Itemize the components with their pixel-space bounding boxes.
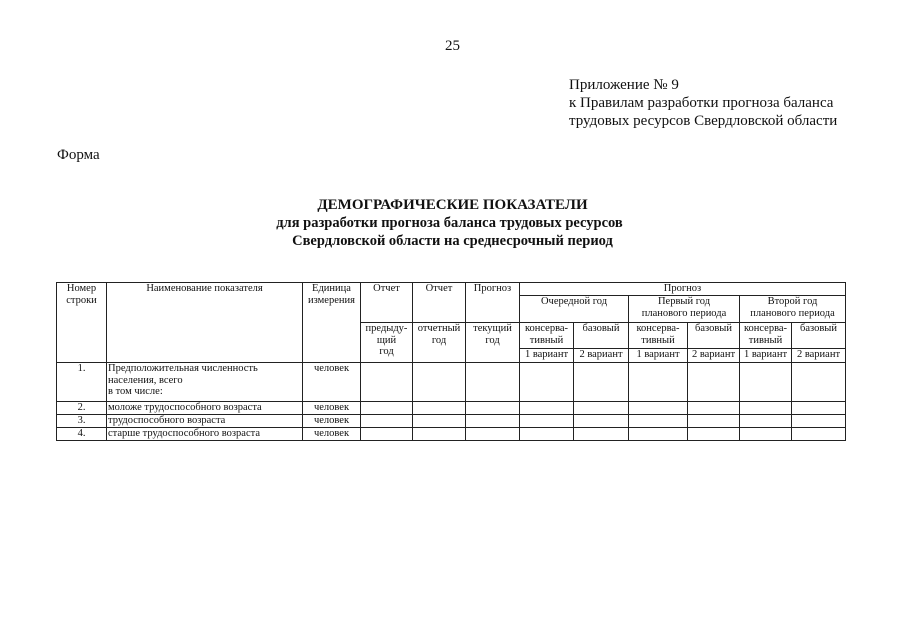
demographic-indicators-table bbox=[56, 282, 846, 441]
header-reporting-year-line-1: отчетный bbox=[417, 323, 461, 334]
row-value-cell bbox=[361, 415, 413, 428]
header-current-year bbox=[466, 323, 520, 363]
appendix-line-2: к Правилам разработки прогноза баланса bbox=[569, 95, 834, 111]
header-variant-2-b: 2 вариант bbox=[688, 349, 740, 363]
row-value-cell bbox=[792, 363, 846, 402]
row-value-cell bbox=[520, 415, 574, 428]
row-number: 2. bbox=[57, 402, 107, 415]
row-indicator-name: старше трудоспособного возраста bbox=[107, 428, 303, 441]
row-unit: человек bbox=[303, 415, 361, 428]
header-row-number-line-1: Номер bbox=[66, 283, 97, 294]
document-title bbox=[0, 196, 905, 250]
table-row bbox=[57, 415, 846, 428]
row-value-cell bbox=[520, 363, 574, 402]
header-variant-2-c: 2 вариант bbox=[792, 349, 846, 363]
title-line-3: Свердловской области на среднесрочный период bbox=[292, 233, 613, 249]
header-second-plan-year bbox=[740, 296, 846, 323]
row-value-cell bbox=[520, 428, 574, 441]
row-value-cell bbox=[413, 402, 466, 415]
appendix-line-3: трудовых ресурсов Свердловской области bbox=[569, 113, 838, 129]
table-row bbox=[57, 428, 846, 441]
header-second-year-conservative-line-2: тивный bbox=[748, 334, 783, 346]
row-value-cell bbox=[361, 363, 413, 402]
row-value-cell bbox=[574, 428, 629, 441]
page-number: 25 bbox=[445, 38, 460, 54]
header-reporting-year bbox=[413, 323, 466, 363]
row-value-cell bbox=[792, 415, 846, 428]
row-indicator-name-line-1: Предположительная численность bbox=[108, 363, 258, 374]
header-row-number-line-2: строки bbox=[66, 294, 97, 306]
row-value-cell bbox=[361, 428, 413, 441]
header-forecast-group: Прогноз bbox=[520, 283, 846, 296]
header-first-plan-year-line-1: Первый год bbox=[657, 296, 711, 307]
header-row-number bbox=[57, 283, 107, 363]
header-current-year-line-1: текущий bbox=[473, 323, 512, 334]
header-first-plan-year-line-2: планового периода bbox=[641, 307, 727, 319]
row-value-cell bbox=[413, 428, 466, 441]
header-next-year-conservative bbox=[520, 323, 574, 349]
row-unit: человек bbox=[303, 363, 361, 402]
header-forecast-single: Прогноз bbox=[466, 283, 520, 323]
row-value-cell bbox=[574, 415, 629, 428]
title-line-1: ДЕМОГРАФИЧЕСКИЕ ПОКАЗАТЕЛИ bbox=[317, 197, 588, 213]
header-second-plan-year-line-1: Второй год bbox=[767, 296, 818, 307]
row-indicator-name: трудоспособного возраста bbox=[107, 415, 303, 428]
row-indicator-name bbox=[107, 363, 303, 402]
row-value-cell bbox=[740, 363, 792, 402]
header-first-year-conservative bbox=[629, 323, 688, 349]
header-prev-year-line-1: предыду- bbox=[365, 323, 408, 334]
table-row bbox=[57, 402, 846, 415]
header-first-year-conservative-line-1: консерва- bbox=[636, 323, 680, 334]
header-next-year-conservative-line-1: консерва- bbox=[524, 323, 569, 334]
appendix-line-1: Приложение № 9 bbox=[569, 77, 679, 93]
header-current-year-line-2: год bbox=[485, 334, 500, 346]
row-number: 3. bbox=[57, 415, 107, 428]
row-value-cell bbox=[629, 402, 688, 415]
row-indicator-name-line-2: населения, всего bbox=[108, 374, 183, 386]
row-unit: человек bbox=[303, 402, 361, 415]
header-unit-line-2: измерения bbox=[308, 294, 355, 306]
row-value-cell bbox=[629, 428, 688, 441]
row-value-cell bbox=[688, 363, 740, 402]
header-variant-1-c: 1 вариант bbox=[740, 349, 792, 363]
row-value-cell bbox=[792, 402, 846, 415]
row-unit: человек bbox=[303, 428, 361, 441]
row-value-cell bbox=[688, 428, 740, 441]
header-prev-year-line-3: год bbox=[379, 346, 394, 357]
row-number: 1. bbox=[57, 363, 107, 402]
appendix-block bbox=[569, 76, 837, 130]
row-value-cell bbox=[466, 402, 520, 415]
header-second-plan-year-line-2: планового периода bbox=[750, 307, 835, 319]
form-label: Форма bbox=[57, 147, 100, 163]
header-prev-year-line-2: щий bbox=[376, 334, 397, 346]
row-value-cell bbox=[688, 402, 740, 415]
header-variant-1-b: 1 вариант bbox=[629, 349, 688, 363]
row-value-cell bbox=[574, 402, 629, 415]
header-indicator-name: Наименование показателя bbox=[107, 283, 303, 363]
header-second-year-base: базовый bbox=[792, 323, 846, 349]
header-first-year-conservative-line-2: тивный bbox=[641, 334, 675, 346]
row-value-cell bbox=[574, 363, 629, 402]
row-value-cell bbox=[466, 363, 520, 402]
header-second-year-conservative bbox=[740, 323, 792, 349]
header-variant-1-a: 1 вариант bbox=[520, 349, 574, 363]
row-indicator-name: моложе трудоспособного возраста bbox=[107, 402, 303, 415]
row-value-cell bbox=[413, 363, 466, 402]
row-value-cell bbox=[688, 415, 740, 428]
row-value-cell bbox=[740, 402, 792, 415]
header-next-year-base: базовый bbox=[574, 323, 629, 349]
header-unit bbox=[303, 283, 361, 363]
header-first-year-base: базовый bbox=[688, 323, 740, 349]
row-value-cell bbox=[740, 415, 792, 428]
row-value-cell bbox=[792, 428, 846, 441]
header-prev-year bbox=[361, 323, 413, 363]
row-value-cell bbox=[520, 402, 574, 415]
header-second-year-conservative-line-1: консерва- bbox=[743, 323, 788, 334]
row-value-cell bbox=[629, 415, 688, 428]
header-variant-2-a: 2 вариант bbox=[574, 349, 629, 363]
row-indicator-name-line-3: в том числе: bbox=[108, 386, 163, 397]
row-number: 4. bbox=[57, 428, 107, 441]
row-value-cell bbox=[629, 363, 688, 402]
row-value-cell bbox=[413, 415, 466, 428]
header-report-2: Отчет bbox=[413, 283, 466, 323]
row-value-cell bbox=[740, 428, 792, 441]
header-first-plan-year bbox=[629, 296, 740, 323]
header-next-year: Очередной год bbox=[520, 296, 629, 323]
row-value-cell bbox=[466, 415, 520, 428]
header-unit-line-1: Единица bbox=[312, 283, 351, 294]
row-value-cell bbox=[466, 428, 520, 441]
header-row-1 bbox=[57, 283, 846, 296]
header-report-1: Отчет bbox=[361, 283, 413, 323]
row-value-cell bbox=[361, 402, 413, 415]
table-row bbox=[57, 363, 846, 402]
header-next-year-conservative-line-2: тивный bbox=[529, 334, 564, 346]
header-reporting-year-line-2: год bbox=[431, 334, 447, 346]
title-line-2: для разработки прогноза баланса трудовых ресурсов bbox=[276, 215, 623, 231]
